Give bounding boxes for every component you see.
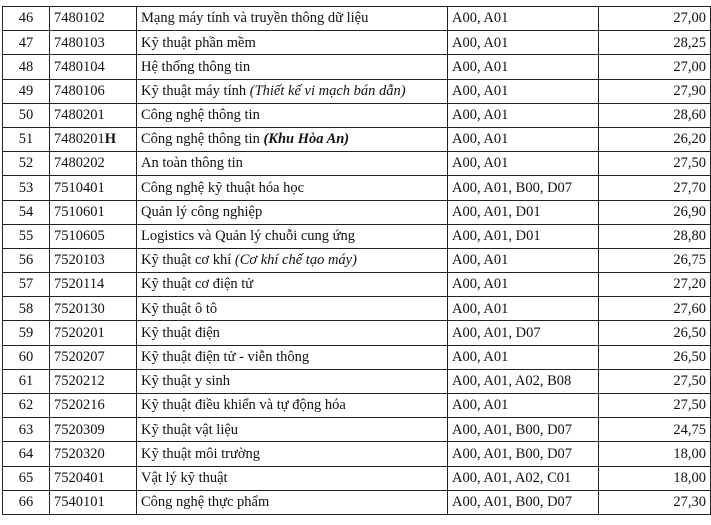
major-name: Quản lý công nghiệp bbox=[141, 203, 263, 220]
table-row bbox=[3, 224, 711, 248]
major-name: Kỹ thuật phần mềm bbox=[141, 34, 256, 51]
table-row bbox=[3, 442, 711, 466]
subject-combinations-cell: A00, A01 bbox=[448, 297, 599, 321]
subject-combinations-cell: A00, A01 bbox=[448, 127, 599, 151]
major-code-cell bbox=[50, 369, 137, 393]
major-name-cell bbox=[137, 248, 448, 272]
major-name: Kỹ thuật cơ khí bbox=[141, 252, 235, 269]
major-name-cell bbox=[137, 345, 448, 369]
subject-combinations-cell: A00, A01, D01 bbox=[448, 224, 599, 248]
major-name: Công nghệ thông tin bbox=[141, 107, 260, 124]
row-number-cell: 54 bbox=[3, 200, 50, 224]
major-code-cell bbox=[50, 176, 137, 200]
row-number-cell: 53 bbox=[3, 176, 50, 200]
subject-combinations-cell: A00, A01 bbox=[448, 31, 599, 55]
major-name-cell bbox=[137, 127, 448, 151]
major-code: 7480102 bbox=[54, 10, 105, 27]
major-name-cell bbox=[137, 442, 448, 466]
subject-combinations-cell: A00, A01 bbox=[448, 103, 599, 127]
cutoff-score-cell: 28,25 bbox=[599, 31, 711, 55]
row-number-cell: 63 bbox=[3, 418, 50, 442]
major-code: 7520201 bbox=[54, 324, 105, 341]
major-code-cell bbox=[50, 7, 137, 31]
table-row bbox=[3, 31, 711, 55]
row-number-cell: 58 bbox=[3, 297, 50, 321]
subject-combinations-cell: A00, A01, B00, D07 bbox=[448, 490, 599, 514]
table-row bbox=[3, 55, 711, 79]
major-name: Kỹ thuật vật liệu bbox=[141, 421, 239, 438]
major-note: (Thiết kế vi mạch bán dẫn) bbox=[249, 82, 406, 99]
subject-combinations-cell: A00, A01, D01 bbox=[448, 200, 599, 224]
major-code: 7480104 bbox=[54, 58, 105, 75]
cutoff-score-cell: 26,50 bbox=[599, 345, 711, 369]
cutoff-score-cell: 18,00 bbox=[599, 466, 711, 490]
table-row bbox=[3, 490, 711, 514]
major-code-cell bbox=[50, 273, 137, 297]
row-number-cell: 56 bbox=[3, 248, 50, 272]
table-row bbox=[3, 79, 711, 103]
major-name: Công nghệ thực phẩm bbox=[141, 494, 270, 511]
major-code-cell bbox=[50, 200, 137, 224]
table-row bbox=[3, 394, 711, 418]
admission-scores-table bbox=[2, 6, 711, 515]
subject-combinations-cell: A00, A01, B00, D07 bbox=[448, 442, 599, 466]
major-name-cell bbox=[137, 152, 448, 176]
major-name: Kỹ thuật cơ điện tử bbox=[141, 276, 254, 293]
cutoff-score-cell: 28,80 bbox=[599, 224, 711, 248]
major-name-cell bbox=[137, 224, 448, 248]
major-code: 7520216 bbox=[54, 397, 105, 414]
cutoff-score-cell: 27,90 bbox=[599, 79, 711, 103]
major-code-cell bbox=[50, 103, 137, 127]
major-name: Kỹ thuật điện tử - viễn thông bbox=[141, 348, 310, 365]
major-code-suffix: H bbox=[104, 131, 117, 148]
major-name-cell bbox=[137, 79, 448, 103]
cutoff-score-cell: 27,00 bbox=[599, 7, 711, 31]
major-code-cell bbox=[50, 297, 137, 321]
major-name-cell bbox=[137, 297, 448, 321]
table-row bbox=[3, 7, 711, 31]
major-code: 7540101 bbox=[54, 494, 105, 511]
cutoff-score-cell: 26,20 bbox=[599, 127, 711, 151]
table-row bbox=[3, 200, 711, 224]
major-code: 7520401 bbox=[54, 469, 105, 486]
major-code: 7480201 bbox=[54, 107, 105, 124]
subject-combinations-cell: A00, A01, D07 bbox=[448, 321, 599, 345]
row-number-cell: 50 bbox=[3, 103, 50, 127]
major-code-cell bbox=[50, 248, 137, 272]
subject-combinations-cell: A00, A01 bbox=[448, 55, 599, 79]
major-code: 7480103 bbox=[54, 34, 105, 51]
major-name: Công nghệ thông tin bbox=[141, 131, 264, 148]
major-name-cell bbox=[137, 418, 448, 442]
major-code-cell bbox=[50, 224, 137, 248]
table-row bbox=[3, 297, 711, 321]
major-code-cell bbox=[50, 55, 137, 79]
major-code-cell bbox=[50, 345, 137, 369]
major-code-cell bbox=[50, 466, 137, 490]
row-number-cell: 62 bbox=[3, 394, 50, 418]
major-name: Kỹ thuật ô tô bbox=[141, 300, 218, 317]
major-name-cell bbox=[137, 321, 448, 345]
major-name-cell bbox=[137, 176, 448, 200]
row-number-cell: 47 bbox=[3, 31, 50, 55]
major-code: 7480202 bbox=[54, 155, 105, 172]
cutoff-score-cell: 28,60 bbox=[599, 103, 711, 127]
major-code: 7510601 bbox=[54, 203, 105, 220]
subject-combinations-cell: A00, A01 bbox=[448, 345, 599, 369]
major-name: Công nghệ kỹ thuật hóa học bbox=[141, 179, 305, 196]
major-name: Kỹ thuật môi trường bbox=[141, 445, 261, 462]
table-row bbox=[3, 321, 711, 345]
major-name: Logistics và Quản lý chuỗi cung ứng bbox=[141, 228, 356, 245]
major-name-cell bbox=[137, 394, 448, 418]
cutoff-score-cell: 26,50 bbox=[599, 321, 711, 345]
subject-combinations-cell: A00, A01 bbox=[448, 273, 599, 297]
table-row bbox=[3, 369, 711, 393]
major-name: An toàn thông tin bbox=[141, 155, 243, 172]
major-code-cell bbox=[50, 79, 137, 103]
table-row bbox=[3, 466, 711, 490]
subject-combinations-cell: A00, A01, A02, C01 bbox=[448, 466, 599, 490]
cutoff-score-cell: 27,20 bbox=[599, 273, 711, 297]
table-body bbox=[3, 7, 711, 515]
row-number-cell: 60 bbox=[3, 345, 50, 369]
cutoff-score-cell: 26,90 bbox=[599, 200, 711, 224]
cutoff-score-cell: 18,00 bbox=[599, 442, 711, 466]
cutoff-score-cell: 27,50 bbox=[599, 369, 711, 393]
cutoff-score-cell: 27,00 bbox=[599, 55, 711, 79]
major-note: (Cơ khí chế tạo máy) bbox=[234, 252, 357, 269]
cutoff-score-cell: 27,50 bbox=[599, 394, 711, 418]
cutoff-score-cell: 27,70 bbox=[599, 176, 711, 200]
major-name: Kỹ thuật điện bbox=[141, 324, 220, 341]
subject-combinations-cell: A00, A01 bbox=[448, 7, 599, 31]
row-number-cell: 55 bbox=[3, 224, 50, 248]
row-number-cell: 61 bbox=[3, 369, 50, 393]
row-number-cell: 49 bbox=[3, 79, 50, 103]
major-code: 7510605 bbox=[54, 228, 105, 245]
subject-combinations-cell: A00, A01 bbox=[448, 394, 599, 418]
row-number-cell: 57 bbox=[3, 273, 50, 297]
table-row bbox=[3, 345, 711, 369]
major-name: Vật lý kỹ thuật bbox=[141, 469, 228, 486]
table-row bbox=[3, 273, 711, 297]
subject-combinations-cell: A00, A01 bbox=[448, 152, 599, 176]
table-row bbox=[3, 103, 711, 127]
subject-combinations-cell: A00, A01 bbox=[448, 248, 599, 272]
major-name-cell bbox=[137, 369, 448, 393]
major-code-cell bbox=[50, 321, 137, 345]
row-number-cell: 52 bbox=[3, 152, 50, 176]
major-code: 7480201 bbox=[54, 131, 105, 148]
major-code: 7510401 bbox=[54, 179, 105, 196]
major-name-cell bbox=[137, 200, 448, 224]
major-code: 7520103 bbox=[54, 252, 105, 269]
major-code: 7520320 bbox=[54, 445, 105, 462]
major-code: 7520130 bbox=[54, 300, 105, 317]
table-row bbox=[3, 248, 711, 272]
row-number-cell: 59 bbox=[3, 321, 50, 345]
major-name-cell bbox=[137, 103, 448, 127]
major-code-cell bbox=[50, 127, 137, 151]
major-name-cell bbox=[137, 273, 448, 297]
major-name-cell bbox=[137, 466, 448, 490]
cutoff-score-cell: 27,50 bbox=[599, 152, 711, 176]
cutoff-score-cell: 27,60 bbox=[599, 297, 711, 321]
major-code: 7480106 bbox=[54, 82, 105, 99]
major-code-cell bbox=[50, 418, 137, 442]
cutoff-score-cell: 24,75 bbox=[599, 418, 711, 442]
row-number-cell: 51 bbox=[3, 127, 50, 151]
major-name-cell bbox=[137, 7, 448, 31]
major-name-cell bbox=[137, 31, 448, 55]
subject-combinations-cell: A00, A01, A02, B08 bbox=[448, 369, 599, 393]
major-name: Kỹ thuật điều khiển và tự động hóa bbox=[141, 397, 346, 414]
major-code: 7520114 bbox=[54, 276, 105, 293]
major-name: Kỹ thuật y sinh bbox=[141, 373, 231, 390]
table-row bbox=[3, 418, 711, 442]
major-code-cell bbox=[50, 442, 137, 466]
major-name-cell bbox=[137, 55, 448, 79]
major-code: 7520207 bbox=[54, 348, 105, 365]
table-row bbox=[3, 127, 711, 151]
major-code-cell bbox=[50, 394, 137, 418]
subject-combinations-cell: A00, A01, B00, D07 bbox=[448, 418, 599, 442]
major-name-cell bbox=[137, 490, 448, 514]
major-code: 7520212 bbox=[54, 373, 105, 390]
row-number-cell: 65 bbox=[3, 466, 50, 490]
major-code-cell bbox=[50, 31, 137, 55]
major-note: (Khu Hòa An) bbox=[263, 131, 350, 148]
row-number-cell: 64 bbox=[3, 442, 50, 466]
subject-combinations-cell: A00, A01, B00, D07 bbox=[448, 176, 599, 200]
subject-combinations-cell: A00, A01 bbox=[448, 79, 599, 103]
table-row bbox=[3, 176, 711, 200]
cutoff-score-cell: 26,75 bbox=[599, 248, 711, 272]
row-number-cell: 46 bbox=[3, 7, 50, 31]
cutoff-score-cell: 27,30 bbox=[599, 490, 711, 514]
major-code-cell bbox=[50, 152, 137, 176]
row-number-cell: 66 bbox=[3, 490, 50, 514]
major-name: Hệ thống thông tin bbox=[141, 58, 251, 75]
table-row bbox=[3, 152, 711, 176]
major-code-cell bbox=[50, 490, 137, 514]
major-name: Mạng máy tính và truyền thông dữ liệu bbox=[141, 10, 369, 27]
row-number-cell: 48 bbox=[3, 55, 50, 79]
major-name: Kỹ thuật máy tính bbox=[141, 82, 250, 99]
major-code: 7520309 bbox=[54, 421, 105, 438]
